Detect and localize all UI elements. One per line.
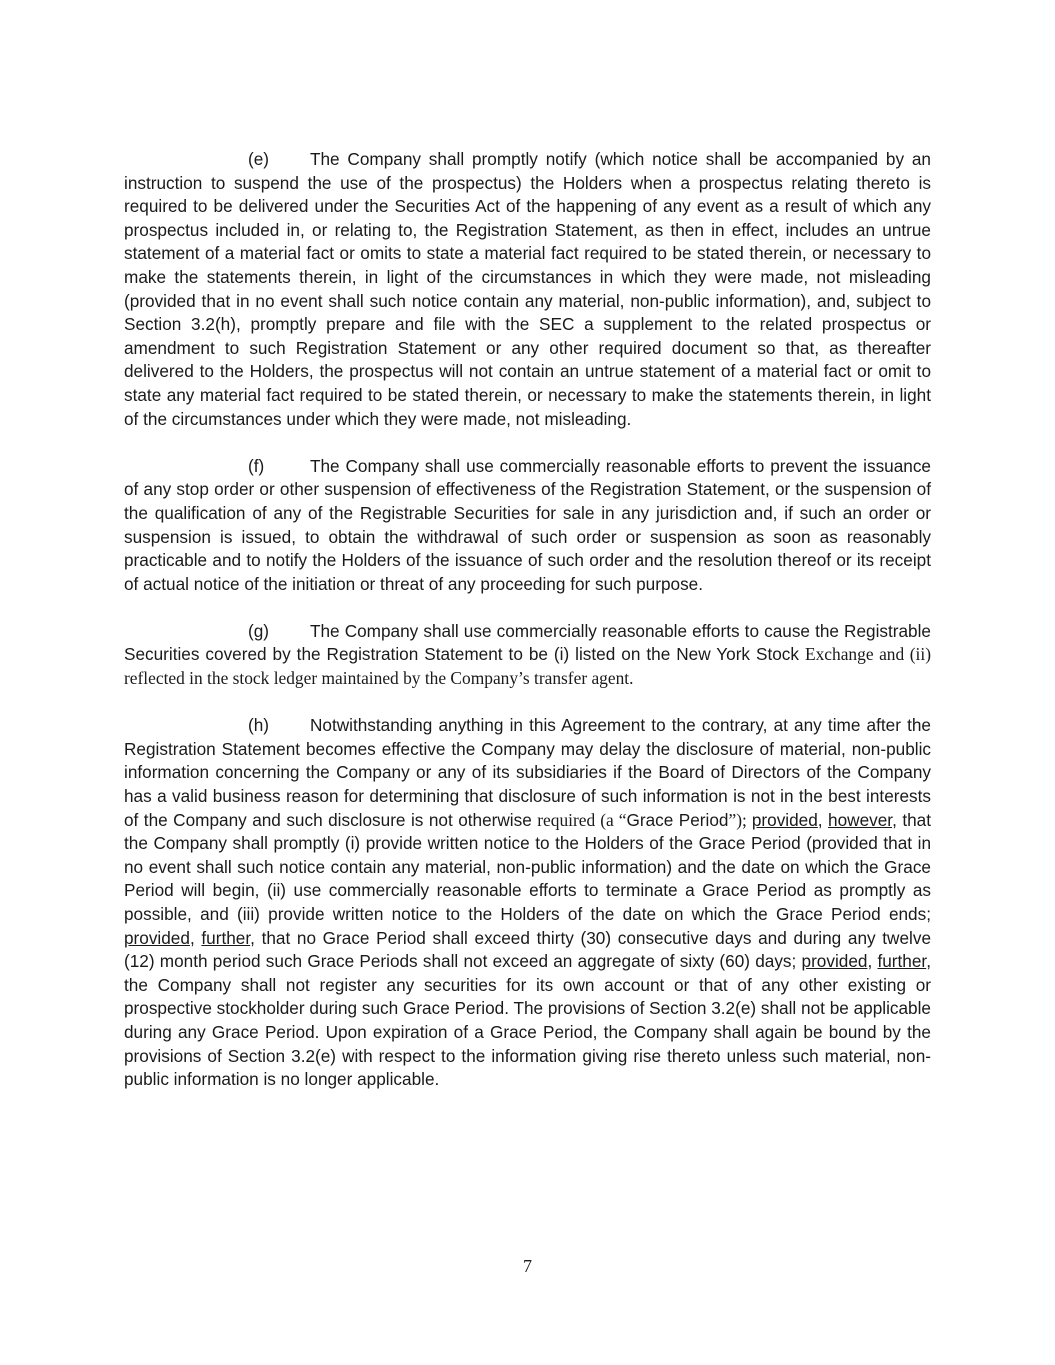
provided-term-1: provided — [751, 809, 818, 830]
paragraph-text-h-b: required (a “ — [537, 809, 627, 830]
further-term-2: further — [877, 951, 927, 972]
grace-period-term: Grace Period — [626, 809, 729, 830]
paragraph-g — [124, 620, 931, 691]
paragraph-h — [124, 714, 931, 1092]
paragraph-text-e: The Company shall promptly notify (which notice shall be accompanied by an instruction to suspend the use of the prospectus) the Holders when a prospectus relating thereto is required to be delivered under the Securities Act of the happening of any event as a result of which any prospectus included in, or relating to, the Registration Statement, as then in effect, includes an untrue statement of a material fact or omits to state a material fact required to be stated therein, or necessary to make the statements therein, in light of the circumstances in which they were made, not misleading (provided that in no event shall such notice contain any material, non-public information), and, subject to Section 3.2(h), promptly prepare and file with the SEC a supplement to the related prospectus or amendment to such Registration Statement or any other required document so that, as thereafter delivered to the Holders, the prospectus will not contain an untrue statement of a material fact or omit to state any material fact required to be stated therein, or necessary to make the statements therein, in light of the circumstances under which they were made, not misleading. — [124, 149, 931, 429]
further-term-1: further — [201, 927, 251, 948]
paragraph-label-e: (e) — [248, 149, 270, 169]
paragraph-text-h-a: Notwithstanding anything in this Agreement to the contrary, at any time after the Registration Statement becomes effective the Company may delay the disclosure of material, non-public information concerning the Company or any of its subsidiaries if the Board of Directors of the Company has a valid business reason for determining that disclosure of such information is not in the best interests of the Company and such disclosure is not otherwise — [124, 715, 931, 830]
however-term: however — [828, 809, 893, 830]
separator-2: , — [189, 927, 202, 948]
provided-term-3: provided — [801, 951, 868, 972]
paragraph-f — [124, 455, 931, 597]
paragraph-label-g: (g) — [248, 620, 270, 641]
paragraph-text-f: The Company shall use commercially reasonable efforts to prevent the issuance of any stop order or other suspension of effectiveness of the Registration Statement, or the suspension of the qualification of any of the Registrable Securities for sale in any jurisdiction and, if such an order or suspension is issued, to obtain the withdrawal of such order or suspension as soon as reasonably practicable and to notify the Holders of the issuance of such order and the resolution thereof or its receipt of actual notice of the initiation or threat of any proceeding for such purpose. — [124, 455, 931, 594]
paragraph-text-h-f: , that no Grace Period shall exceed thirty (30) consecutive days and during any twelve (12) month period such Grace Periods shall not exceed an aggregate of sixty (60) days; — [124, 927, 931, 972]
provided-term-2: provided — [124, 927, 190, 948]
paragraph-e — [124, 148, 931, 431]
paragraph-text-h-e: , that the Company shall promptly (i) provide written notice to the Holders of the Grace Period (provided that in no event shall such notice contain any material, non-public information) and the date on which the Grace Period will begin, (ii) use commercially reasonable efforts to terminate a Grace Period as promptly as possible, and (iii) provide written notice to the Holders of the date on which the Grace Period ends; — [124, 809, 931, 924]
document-body — [124, 148, 931, 1115]
separator-3: , — [867, 951, 878, 972]
separator-1: , — [817, 809, 829, 830]
paragraph-label-f: (f) — [248, 455, 265, 476]
paragraph-text-g-part1: The Company shall use commercially reasonable efforts to cause the Registrable Securities covered by the Registration Statement to be (i) listed on the New York Stock — [124, 620, 931, 665]
paragraph-text-h-g: , the Company shall not register any securities for its own account or that of any other existing or prospective stockholder during such Grace Period. The provisions of Section 3.2(e) shall not be applicable during any Grace Period. Upon expiration of a Grace Period, the Company shall again be bound by the provisions of Section 3.2(e) with respect to the information giving rise thereto unless such material, non-public information is no longer applicable. — [124, 951, 931, 1090]
page-number: 7 — [523, 1256, 532, 1276]
paragraph-text-g-part2: Exchange and (ii) reflected in the stock ledger maintained by the Company’s transfer agent. — [124, 644, 931, 689]
paragraph-label-h: (h) — [248, 715, 270, 736]
paragraph-text-h-d: ”); — [728, 809, 752, 830]
